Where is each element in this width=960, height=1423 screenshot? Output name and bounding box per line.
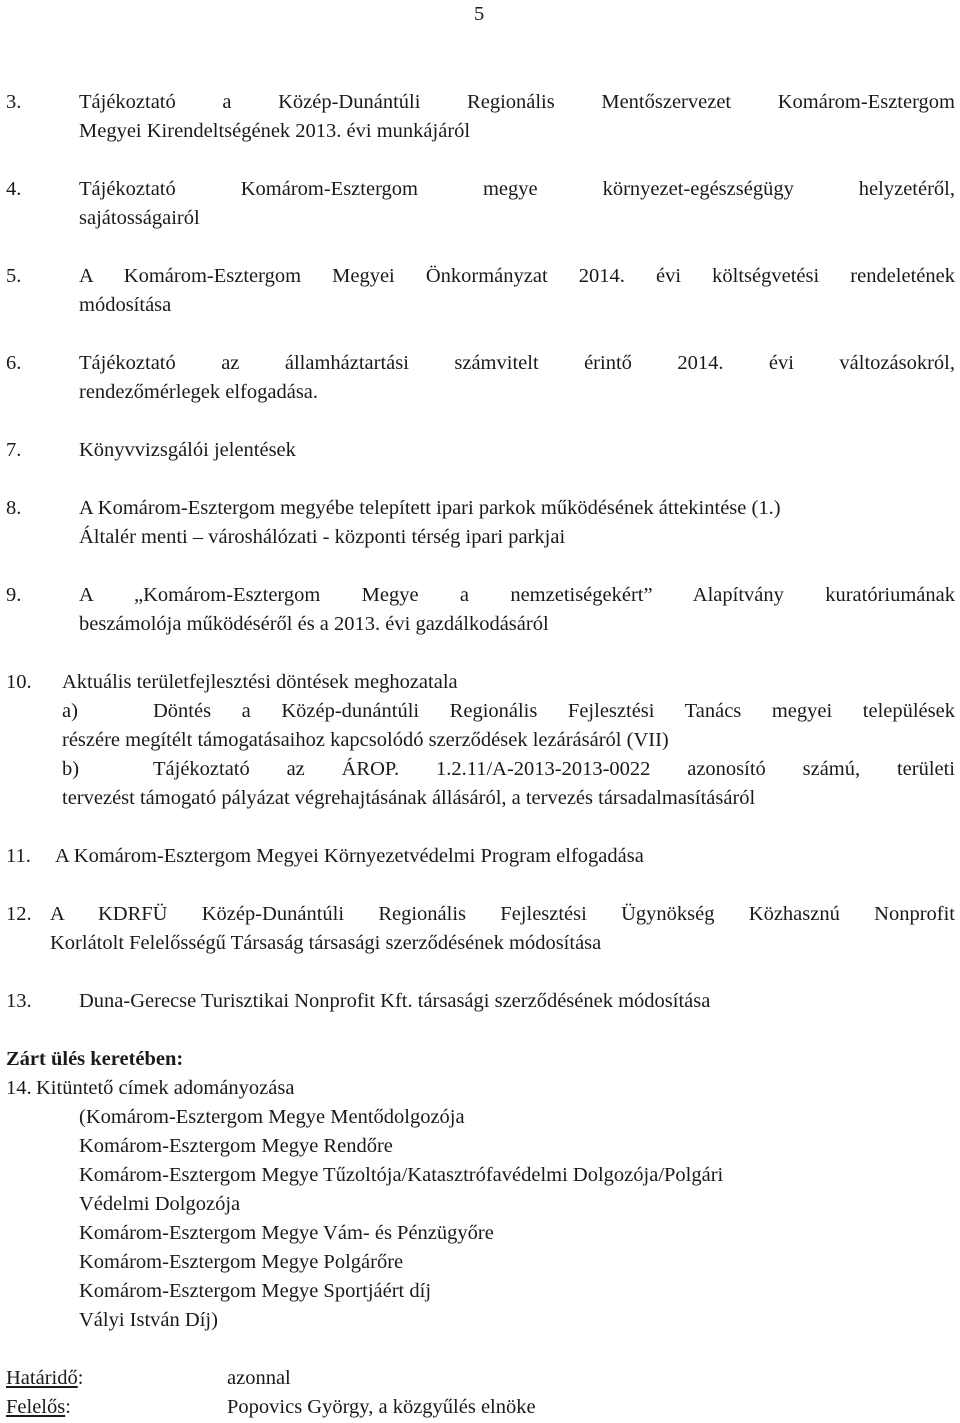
award-title: Komárom-Esztergom Megye Tűzoltója/Katasztrófavédelmi Dolgozója/Polgári [79,1164,724,1186]
item-text-line: Könyvvizsgálói jelentések [79,439,296,461]
item-text-line: Tájékoztató az államháztartási számvitelt érintő 2014. évi változásokról, [79,352,955,374]
subitem-label: b) [62,758,80,780]
deadline-label-row: Határidő: [6,1367,84,1389]
item-number: 12. [6,903,32,925]
item-text-line: A „Komárom-Esztergom Megye a nemzetiségekért” Alapítvány kuratóriumának [79,584,955,606]
item-number: 7. [6,439,22,461]
item-number: 4. [6,178,22,200]
responsible-label: Felelős [6,1396,66,1418]
item-number: 6. [6,352,22,374]
item-text-line: sajátosságairól [79,207,200,229]
item-text-line: Duna-Gerecse Turisztikai Nonprofit Kft. társasági szerződésének módosítása [79,990,711,1012]
item-number: 3. [6,91,22,113]
item-text-line: A Komárom-Esztergom Megyei Önkormányzat 2014. évi költségvetési rendeletének [79,265,955,287]
item-text-line: A Komárom-Esztergom Megyei Környezetvédelmi Program elfogadása [55,845,644,867]
page-number: 5 [474,3,485,25]
item-number: 13. [6,990,32,1012]
item-number: 9. [6,584,22,606]
item-text-line: Általér menti – városhálózati - központi térség ipari parkjai [79,526,566,548]
award-title: Komárom-Esztergom Megye Polgárőre [79,1251,404,1273]
item-text-line: A Komárom-Esztergom megyébe telepített ipari parkok működésének áttekintése (1.) [79,497,781,519]
item-number: 10. [6,671,32,693]
item-text-line: Aktuális területfejlesztési döntések meghozatala [62,671,458,693]
item-text-line: Megyei Kirendeltségének 2013. évi munkájáról [79,120,471,142]
subitem-text-line: tervezést támogató pályázat végrehajtásának állásáról, a tervezés társadalmasításáról [62,787,756,809]
deadline-value: azonnal [227,1367,291,1389]
item-text-line: Kitüntető címek adományozása [36,1077,295,1099]
item-number: 11. [6,845,31,867]
responsible-label-row: Felelős: [6,1396,71,1418]
award-title: Komárom-Esztergom Megye Sportjáért díj [79,1280,432,1302]
item-text-line: Korlátolt Felelősségű Társaság társasági szerződésének módosítása [50,932,602,954]
item-text-line: Tájékoztató a Közép-Dunántúli Regionális Mentőszervezet Komárom-Esztergom [79,91,955,113]
award-title: Komárom-Esztergom Megye Vám- és Pénzügyőre [79,1222,494,1244]
subitem-text-line: Tájékoztató az ÁROP. 1.2.11/A-2013-2013-0022 azonosító számú, területi [153,758,955,780]
award-title: (Komárom-Esztergom Megye Mentődolgozója [79,1106,465,1128]
item-text-line: A KDRFÜ Közép-Dunántúli Regionális Fejlesztési Ügynökség Közhasznú Nonprofit [50,903,955,925]
award-title: Vályi István Díj) [79,1309,218,1331]
item-text-line: rendezőmérlegek elfogadása. [79,381,319,403]
award-title: Komárom-Esztergom Megye Rendőre [79,1135,393,1157]
item-text-line: beszámolója működéséről és a 2013. évi gazdálkodásáról [79,613,549,635]
item-number: 8. [6,497,22,519]
award-title: Védelmi Dolgozója [79,1193,241,1215]
item-text-line: módosítása [79,294,172,316]
item-number: 5. [6,265,22,287]
subitem-text-line: Döntés a Közép-dunántúli Regionális Fejlesztési Tanács megyei települések [153,700,955,722]
closed-session-heading: Zárt ülés keretében: [6,1048,184,1070]
subitem-label: a) [62,700,78,722]
deadline-label: Határidő [6,1367,78,1389]
subitem-text-line: részére megítélt támogatásaihoz kapcsolódó szerződések lezárásáról (VII) [62,729,669,751]
item-text-line: Tájékoztató Komárom-Esztergom megye környezet-egészségügy helyzetéről, [79,178,955,200]
responsible-value: Popovics György, a közgyűlés elnöke [227,1396,536,1418]
item-number: 14. [6,1077,32,1099]
